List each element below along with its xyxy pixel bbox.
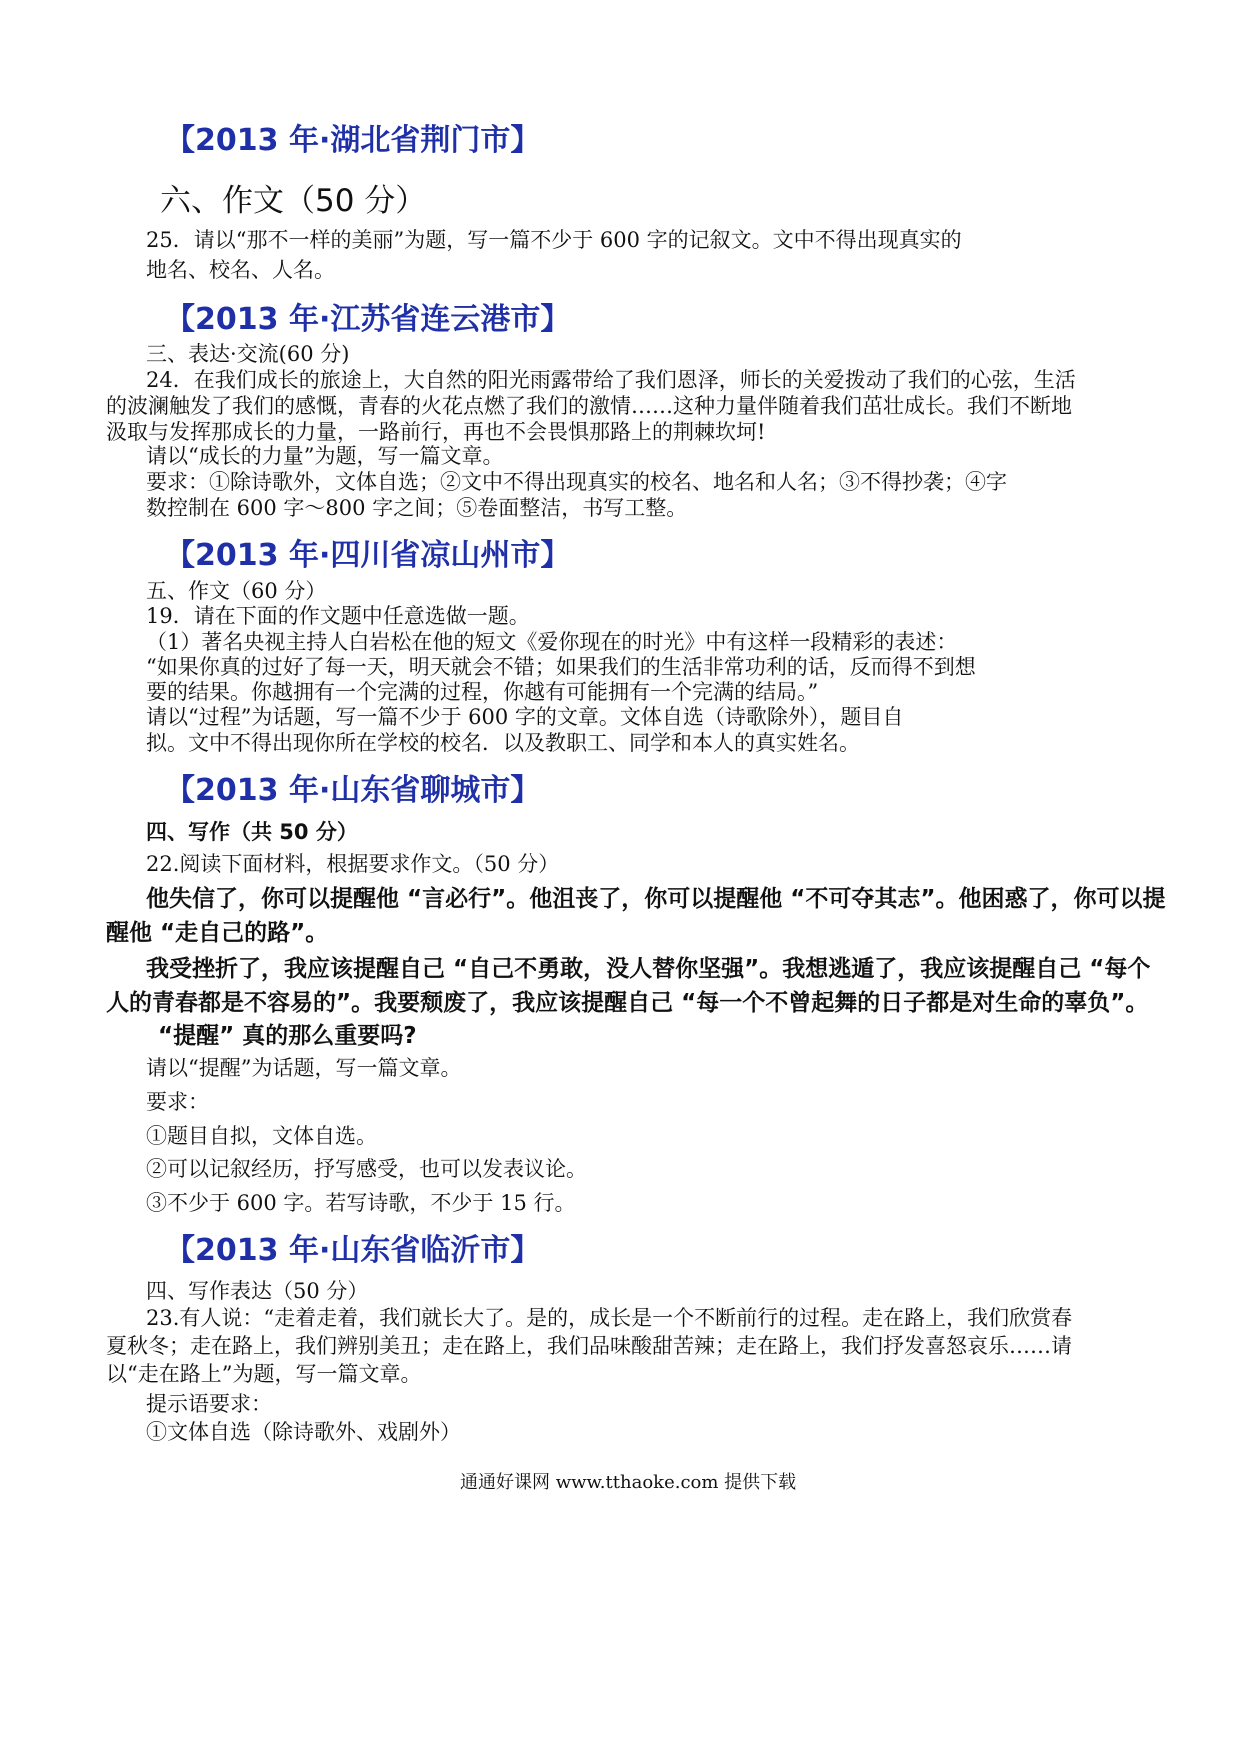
text-line: 汲取与发挥那成长的力量，一路前行，再也不会畏惧那路上的荆棘坎坷! xyxy=(106,420,766,444)
text-line: 要的结果。你越拥有一个完满的过程，你越有可能拥有一个完满的结局。” xyxy=(146,680,819,704)
section-heading: 五、作文（60 分） xyxy=(146,579,327,603)
text-line: ③不少于 600 字。若写诗歌，不少于 15 行。 xyxy=(146,1191,576,1215)
text-line: 人的青春都是不容易的”。我要颓废了，我应该提醒自己 “每一个不曾起舞的日子都是对生命的辜负”。 xyxy=(106,990,1149,1016)
text-line: 以“走在路上”为题，写一篇文章。 xyxy=(106,1362,422,1386)
text-line: 提示语要求： xyxy=(146,1392,272,1416)
text-line: “提醒” 真的那么重要吗? xyxy=(158,1023,417,1049)
region-title: 【2013 年·四川省凉山州市】 xyxy=(165,538,571,573)
text-line: ②可以记叙经历，抒写感受，也可以发表议论。 xyxy=(146,1157,587,1181)
text-line: 他失信了，你可以提醒他 “言必行”。他沮丧了，你可以提醒他 “不可夺其志”。他困惑了，你可以提 xyxy=(146,886,1166,912)
text-line: “如果你真的过好了每一天，明天就会不错；如果我们的生活非常功利的话，反而得不到想 xyxy=(146,655,976,679)
text-line: 数控制在 600 字～800 字之间；⑤卷面整洁，书写工整。 xyxy=(146,496,688,520)
text-line: 请以“提醒”为话题，写一篇文章。 xyxy=(146,1056,462,1080)
text-line: ①题目自拟，文体自选。 xyxy=(146,1124,377,1148)
text-line: 请以“过程”为话题，写一篇不少于 600 字的文章。文体自选（诗歌除外），题目自 xyxy=(146,705,904,729)
text-line: 我受挫折了，我应该提醒自己 “自己不勇敢，没人替你坚强”。我想逃遁了，我应该提醒自己 “每个 xyxy=(146,956,1151,982)
text-line: 19．请在下面的作文题中任意选做一题。 xyxy=(146,604,530,628)
region-title: 【2013 年·山东省临沂市】 xyxy=(165,1233,541,1268)
region-title: 【2013 年·山东省聊城市】 xyxy=(165,773,541,808)
text-line: 夏秋冬；走在路上，我们辨别美丑；走在路上，我们品味酸甜苦辣；走在路上，我们抒发喜怒哀乐……请 xyxy=(106,1334,1072,1358)
footer-text: 通通好课网 www.tthaoke.com 提供下载 xyxy=(460,1472,797,1493)
text-line: 地名、校名、人名。 xyxy=(146,258,335,282)
text-line: ①文体自选（除诗歌外、戏剧外） xyxy=(146,1420,461,1444)
text-line: （1）著名央视主持人白岩松在他的短文《爱你现在的时光》中有这样一段精彩的表述： xyxy=(146,630,958,654)
text-line: 请以“成长的力量”为题，写一篇文章。 xyxy=(146,444,504,468)
text-line: 23.有人说：“走着走着，我们就长大了。是的，成长是一个不断前行的过程。走在路上，我们欣赏春 xyxy=(146,1306,1073,1330)
region-title: 【2013 年·湖北省荆门市】 xyxy=(165,123,541,158)
text-line: 拟。文中不得出现你所在学校的校名．以及教职工、同学和本人的真实姓名。 xyxy=(146,731,860,755)
text-line: 要求： xyxy=(146,1090,209,1114)
text-line: 要求：①除诗歌外，文体自选；②文中不得出现真实的校名、地名和人名；③不得抄袭；④字 xyxy=(146,470,1007,494)
section-heading: 四、写作表达（50 分） xyxy=(146,1279,369,1303)
section-heading: 六、作文（50 分） xyxy=(160,183,427,219)
text-line: 24．在我们成长的旅途上，大自然的阳光雨露带给了我们恩泽，师长的关爱拨动了我们的心弦，生活 xyxy=(146,368,1076,392)
text-line: 25．请以“那不一样的美丽”为题，写一篇不少于 600 字的记叙文。文中不得出现真实的 xyxy=(146,228,962,252)
section-heading: 三、表达·交流(60 分) xyxy=(146,342,350,366)
text-line: 醒他 “走自己的路”。 xyxy=(106,920,329,946)
text-line: 的波澜触发了我们的感慨，青春的火花点燃了我们的激情……这种力量伴随着我们茁壮成长。我们不断地 xyxy=(106,394,1072,418)
region-title: 【2013 年·江苏省连云港市】 xyxy=(165,302,571,337)
text-line: 22.阅读下面材料，根据要求作文。（50 分） xyxy=(146,852,560,876)
section-heading: 四、写作（共 50 分） xyxy=(146,820,358,844)
